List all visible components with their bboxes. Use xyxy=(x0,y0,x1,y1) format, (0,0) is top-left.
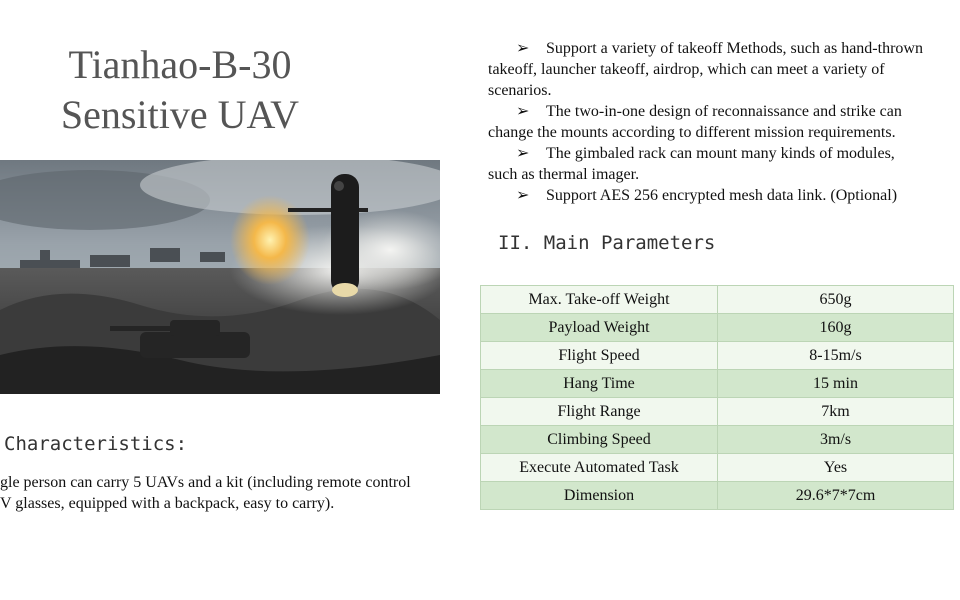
param-label: Execute Automated Task xyxy=(481,454,718,482)
feature-text: takeoff, launcher takeoff, airdrop, which can meet a variety of xyxy=(488,61,885,78)
param-value: 8-15m/s xyxy=(718,342,954,370)
feature-item xyxy=(488,38,960,101)
table-row xyxy=(481,482,954,510)
feature-item xyxy=(488,101,960,143)
characteristics-paragraph xyxy=(0,472,470,514)
param-value: 15 min xyxy=(718,370,954,398)
param-label: Climbing Speed xyxy=(481,426,718,454)
feature-text: such as thermal imager. xyxy=(488,166,640,183)
feature-item xyxy=(488,185,960,206)
param-label: Flight Range xyxy=(481,398,718,426)
param-value: Yes xyxy=(718,454,954,482)
param-value: 650g xyxy=(718,286,954,314)
param-label: Hang Time xyxy=(481,370,718,398)
param-value: 160g xyxy=(718,314,954,342)
title-line-2: Sensitive UAV xyxy=(60,92,300,137)
param-label: Flight Speed xyxy=(481,342,718,370)
feature-text: change the mounts according to different mission requirements. xyxy=(488,124,896,141)
uav-battlefield-image xyxy=(0,160,440,394)
param-label: Payload Weight xyxy=(481,314,718,342)
table-row xyxy=(481,286,954,314)
parameters-heading: II. Main Parameters xyxy=(498,232,716,254)
title-line-1: Tianhao-B-30 xyxy=(68,42,292,87)
param-label: Max. Take-off Weight xyxy=(481,286,718,314)
param-label: Dimension xyxy=(481,482,718,510)
param-value: 7km xyxy=(718,398,954,426)
feature-text: scenarios. xyxy=(488,82,552,99)
arrow-bullet-icon: ➢ xyxy=(516,40,530,57)
characteristics-line: gle person can carry 5 UAVs and a kit (including remote control xyxy=(0,474,411,491)
table-row xyxy=(481,398,954,426)
table-row xyxy=(481,370,954,398)
table-row xyxy=(481,426,954,454)
arrow-bullet-icon: ➢ xyxy=(516,145,530,162)
param-value: 3m/s xyxy=(718,426,954,454)
parameters-table xyxy=(480,285,954,510)
feature-item xyxy=(488,143,960,185)
param-value: 29.6*7*7cm xyxy=(718,482,954,510)
page-title xyxy=(0,40,360,140)
feature-text: The gimbaled rack can mount many kinds of modules, xyxy=(546,145,895,162)
arrow-bullet-icon: ➢ xyxy=(516,187,530,204)
features-list xyxy=(488,38,960,206)
feature-text: Support a variety of takeoff Methods, such as hand-thrown xyxy=(546,40,923,57)
table-row xyxy=(481,314,954,342)
feature-text: Support AES 256 encrypted mesh data link. (Optional) xyxy=(546,187,898,204)
table-row xyxy=(481,342,954,370)
characteristics-line: V glasses, equipped with a backpack, easy to carry). xyxy=(0,495,335,512)
arrow-bullet-icon: ➢ xyxy=(516,103,530,120)
table-row xyxy=(481,454,954,482)
characteristics-heading: Characteristics: xyxy=(4,433,188,455)
feature-text: The two-in-one design of reconnaissance and strike can xyxy=(546,103,902,120)
